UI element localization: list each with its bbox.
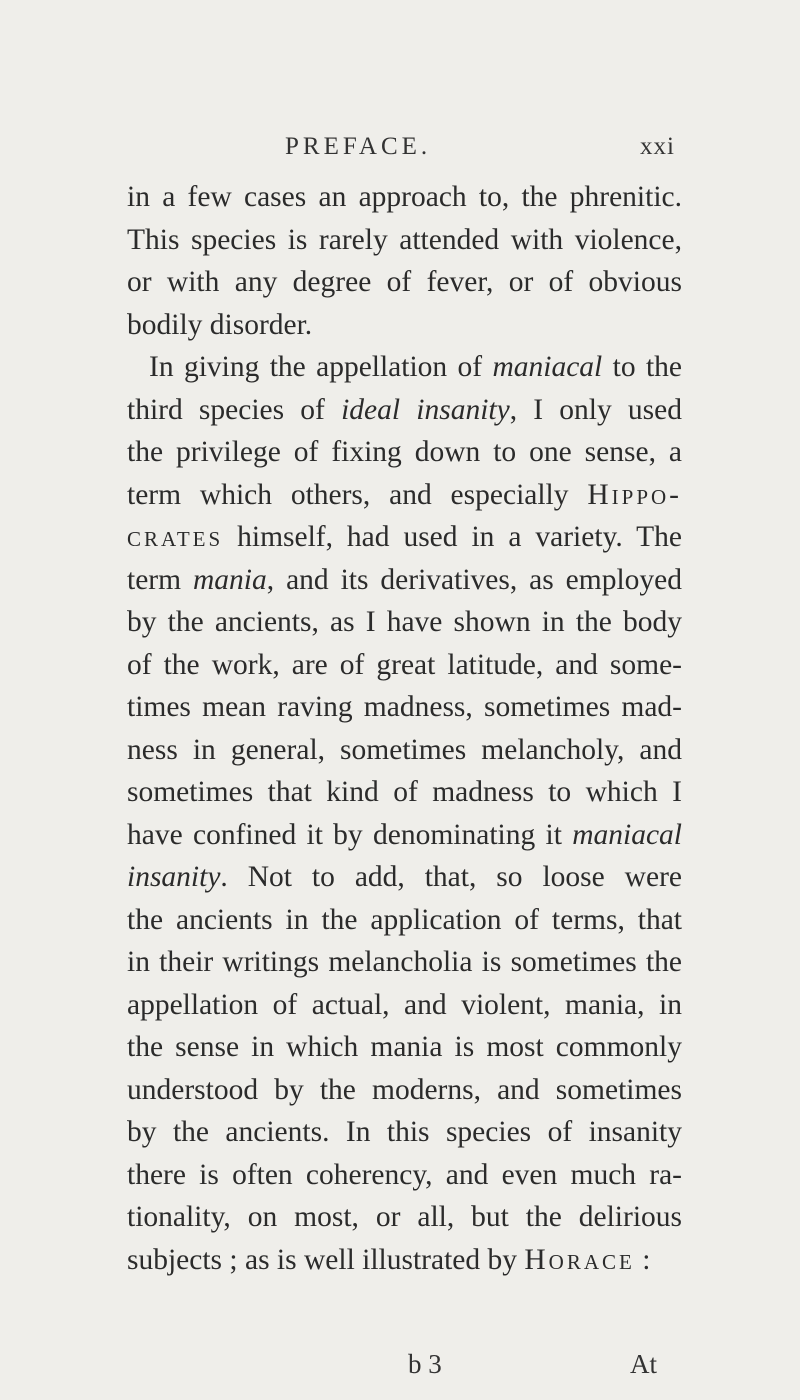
text-span: have confined it by denominating it (127, 818, 573, 851)
text-line (127, 176, 682, 219)
text-span: of the work, are of great latitude, and some- (127, 648, 682, 681)
text-line (127, 771, 682, 814)
text-span: in a few cases an approach to, the phrenitic. (127, 181, 682, 213)
text-span: the ancients in the application of terms, that (127, 903, 682, 936)
text-span: there is often coherency, and even much ra- (127, 1158, 682, 1191)
text-line (127, 1069, 682, 1112)
text-span: the privilege of fixing down to one sense, a (127, 436, 682, 468)
text-line (127, 474, 682, 517)
text-line (127, 941, 682, 984)
text-span: appellation of actual, and violent, mania, in (127, 988, 682, 1021)
text-span: or with any degree of fever, or of obvious (127, 266, 682, 298)
text-line (127, 899, 682, 942)
text-line (127, 601, 682, 644)
text-line (127, 431, 682, 474)
text-span: In giving the appellation of (149, 351, 493, 383)
text-span: bodily disorder. (127, 308, 313, 341)
text-span: . Not to add, that, so loose were (220, 861, 682, 893)
body-text (127, 176, 682, 1281)
text-line (127, 1111, 682, 1154)
text-span: subjects ; as is well illustrated by (127, 1243, 525, 1276)
text-span: , and its derivatives, as employed (266, 563, 682, 596)
small-caps-text: Horace (524, 1243, 635, 1276)
text-span: sometimes that kind of madness to which I (127, 776, 682, 808)
text-line (127, 729, 682, 772)
text-span: This species is rarely attended with violence, (127, 223, 682, 256)
text-span: to the (602, 351, 682, 383)
text-span: understood by the moderns, and sometimes (127, 1073, 682, 1106)
italic-text: mania (193, 563, 267, 596)
text-line (127, 814, 682, 857)
text-span: in their writings melancholia is sometimes the (127, 946, 682, 978)
text-span: times mean raving madness, sometimes mad- (127, 691, 682, 723)
text-span: by the ancients. In this species of insanity (127, 1116, 682, 1148)
italic-text: maniacal (572, 818, 682, 851)
italic-text: ideal insanity (341, 393, 510, 426)
text-line (127, 304, 682, 347)
signature-mark: b 3 (408, 1349, 442, 1379)
text-line (127, 516, 682, 559)
small-caps-text: crates (127, 521, 224, 553)
page-header (0, 133, 800, 173)
italic-text: insanity (127, 861, 221, 893)
text-span: the sense in which mania is most commonly (127, 1031, 682, 1063)
text-line (127, 984, 682, 1027)
text-span: himself, had used in a variety. The (223, 521, 682, 553)
text-line (127, 219, 682, 262)
text-line (127, 1026, 682, 1069)
small-caps-text: Hippo- (587, 478, 682, 511)
text-span: ness in general, sometimes melancholy, and (127, 733, 682, 766)
text-span: term (127, 563, 193, 596)
text-span: : (634, 1243, 651, 1276)
text-span: tionality, on most, or all, but the delirious (127, 1201, 682, 1233)
text-line (127, 346, 682, 389)
text-span: term which others, and especially (127, 478, 588, 511)
catchword: At (630, 1349, 657, 1379)
text-line (127, 1239, 682, 1282)
text-line (127, 1154, 682, 1197)
text-span: by the ancients, as I have shown in the body (127, 606, 682, 638)
italic-text: maniacal (492, 351, 603, 383)
text-line (127, 261, 682, 304)
text-line (127, 389, 682, 432)
page-number: xxi (640, 133, 675, 160)
text-line (127, 559, 682, 602)
running-head: PREFACE. (285, 133, 432, 160)
text-span: third species of (127, 393, 342, 426)
text-line (127, 644, 682, 687)
text-line (127, 686, 682, 729)
text-span: , I only used (509, 393, 683, 426)
text-line (127, 856, 682, 899)
text-line (127, 1196, 682, 1239)
